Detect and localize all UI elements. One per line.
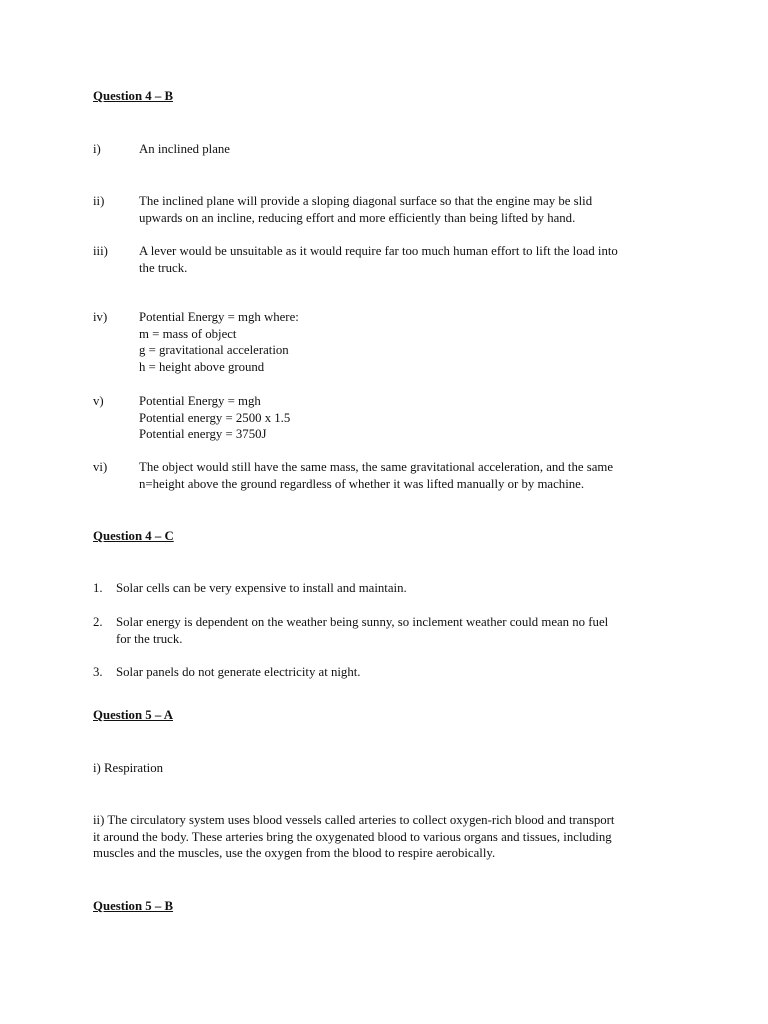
item-number: vi): [93, 460, 108, 474]
list-item: Solar panels do not generate electricity at night.: [116, 665, 361, 679]
heading-question-4b: Question 4 – B: [93, 89, 173, 103]
answer-text: An inclined plane: [139, 142, 230, 156]
item-number: i): [93, 142, 101, 156]
answer-paragraph: ii) The circulatory system uses blood vessels called arteries to collect oxygen-rich blood and transport it around the body. These arteries bring the oxygenated blood to various organs and tissues, including muscles and the muscles, use the oxygen from the blood to respire aerobically.: [93, 813, 615, 860]
list-number: 2.: [93, 615, 103, 629]
item-number: ii): [93, 194, 105, 208]
heading-question-5a: Question 5 – A: [93, 708, 173, 722]
heading-question-4c: Question 4 – C: [93, 529, 174, 543]
list-number: 1.: [93, 581, 103, 595]
list-item: Solar energy is dependent on the weather being sunny, so inclement weather could mean no fuel for the truck.: [116, 615, 609, 646]
answer-text: A lever would be unsuitable as it would require far too much human effort to lift the load into the truck.: [139, 244, 618, 275]
answer-text: The inclined plane will provide a sloping diagonal surface so that the engine may be slid upwards on an incline, reducing effort and more efficiently than being lifted by hand.: [139, 194, 593, 225]
item-number: iv): [93, 310, 108, 324]
answer-text: Potential Energy = mgh Potential energy = 2500 x 1.5 Potential energy = 3750J: [139, 394, 291, 441]
item-number: iii): [93, 244, 108, 258]
list-number: 3.: [93, 665, 103, 679]
list-item: Solar cells can be very expensive to install and maintain.: [116, 581, 407, 595]
answer-text: The object would still have the same mass, the same gravitational acceleration, and the same n=height above the ground regardless of whether it was lifted manually or by machine.: [139, 460, 614, 491]
item-number: v): [93, 394, 104, 408]
answer-text: Potential Energy = mgh where: m = mass of object g = gravitational acceleration h = height above ground: [139, 310, 299, 374]
heading-question-5b: Question 5 – B: [93, 899, 173, 913]
answer-text: i) Respiration: [93, 761, 164, 775]
